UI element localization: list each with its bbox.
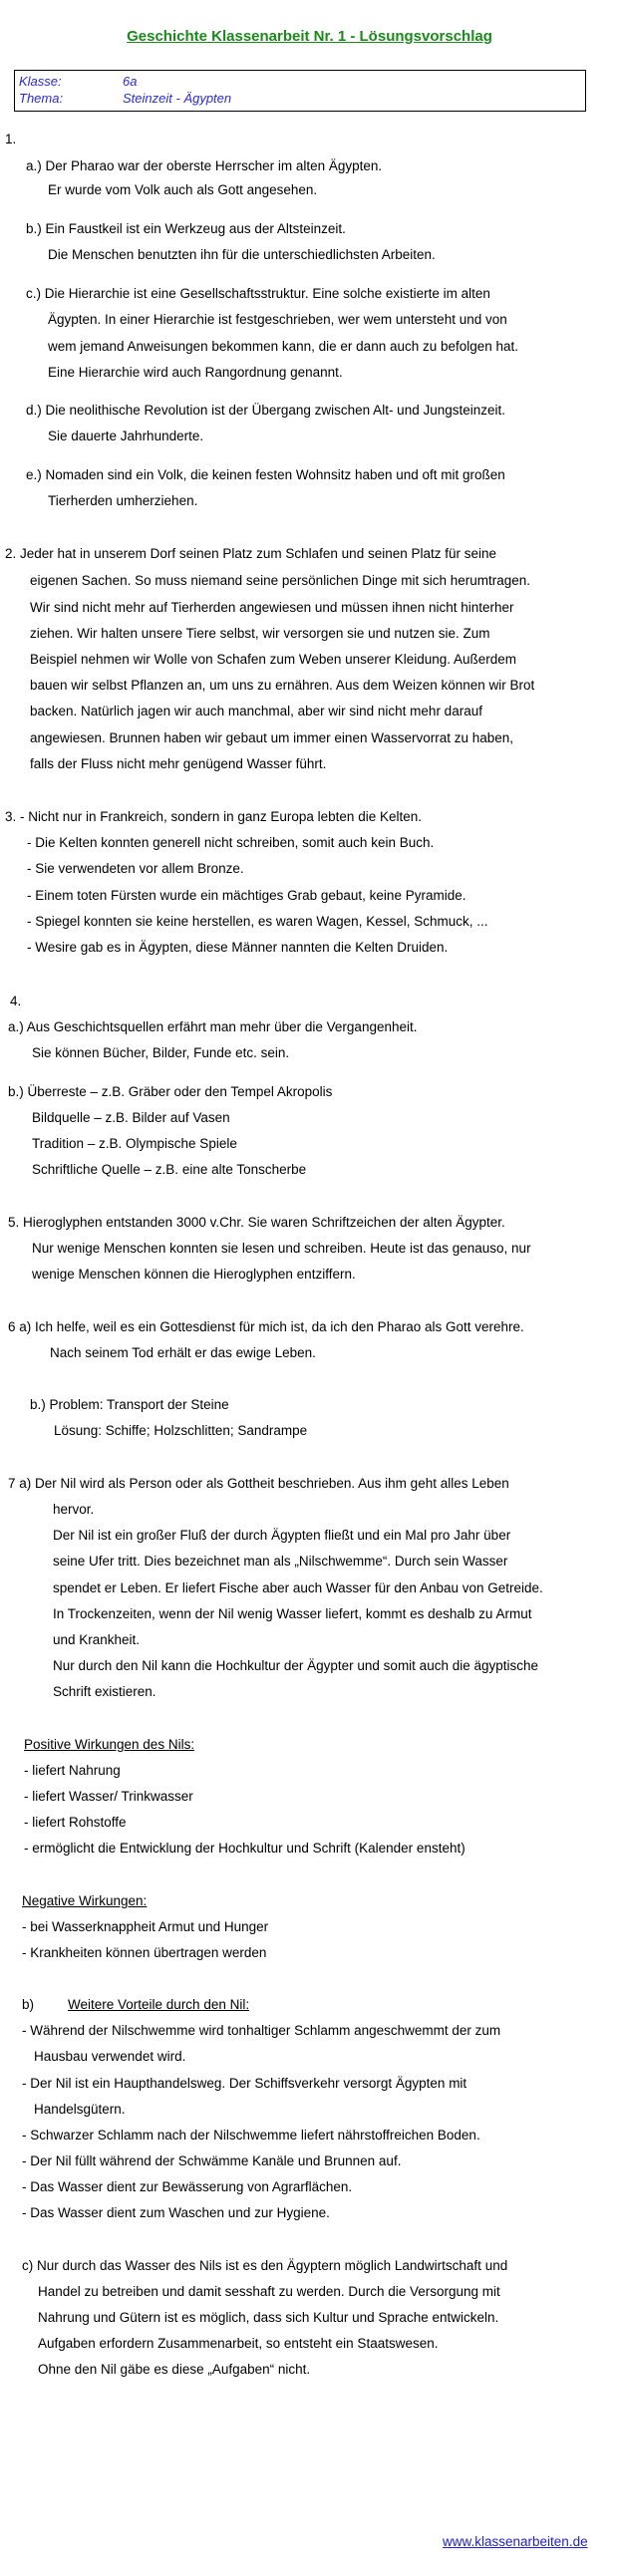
answer-line: Ohne den Nil gäbe es diese „Aufgaben“ nicht. (38, 2362, 311, 2377)
answer-line: - Sie verwendeten vor allem Bronze. (27, 861, 244, 876)
answer-line: - Die Kelten konnten generell nicht schreiben, somit auch kein Buch. (27, 835, 435, 850)
answer-line: 3. - Nicht nur in Frankreich, sondern in ganz Europa lebten die Kelten. (5, 809, 422, 824)
list-item: - Das Wasser dient zum Waschen und zur Hygiene. (22, 2205, 330, 2220)
answer-line: Der Nil ist ein großer Fluß der durch Ägypten fließt und ein Mal pro Jahr über (53, 1528, 511, 1543)
answer-line: Nahrung und Gütern ist es möglich, dass sich Kultur und Sprache entwickeln. (38, 2310, 499, 2325)
list-item-cont: Hausbau verwendet wird. (34, 2049, 186, 2064)
answer-line: angewiesen. Brunnen haben wir gebaut um immer einen Wasservorrat zu haben, (30, 730, 514, 745)
answer-line: 5. Hieroglyphen entstanden 3000 v.Chr. Sie waren Schriftzeichen der alten Ägypter. (8, 1215, 505, 1230)
answer-line: Handel zu betreiben und damit sesshaft zu werden. Durch die Versorgung mit (38, 2284, 500, 2299)
answer-line: Nur durch den Nil kann die Hochkultur der Ägypter und somit auch die ägyptische (53, 1658, 539, 1673)
answer-line: 7 a) Der Nil wird als Person oder als Gottheit beschrieben. Aus ihm geht alles Leben (8, 1476, 509, 1491)
answer-line: Tierherden umherziehen. (48, 493, 198, 508)
answer-line: Tradition – z.B. Olympische Spiele (32, 1136, 237, 1151)
answer-line: a.) Der Pharao war der oberste Herrscher im alten Ägypten. (26, 158, 383, 173)
list-item: - liefert Rohstoffe (24, 1815, 127, 1830)
more-benefits-heading: Weitere Vorteile durch den Nil: (68, 1997, 250, 2012)
answer-line: 2. Jeder hat in unserem Dorf seinen Platz zum Schlafen und seinen Platz für seine (5, 546, 497, 561)
class-value: 6a (123, 74, 138, 89)
answer-line: spendet er Leben. Er liefert Fische aber auch Wasser für den Anbau von Getreide. (53, 1580, 543, 1595)
positive-effects-heading: Positive Wirkungen des Nils: (24, 1737, 195, 1752)
class-label: Klasse: (19, 74, 62, 89)
info-class-row (19, 74, 138, 89)
answer-line: wem jemand Anweisungen bekommen kann, die er dann auch zu befolgen hat. (48, 339, 519, 354)
answer-line: falls der Fluss nicht mehr genügend Wasser führt. (30, 756, 327, 771)
negative-effects-heading: Negative Wirkungen: (22, 1893, 148, 1908)
answer-line: backen. Natürlich jagen wir auch manchmal, aber wir sind nicht mehr darauf (30, 704, 482, 718)
footer-website-link[interactable]: www.klassenarbeiten.de (443, 2534, 588, 2549)
answer-line: ziehen. Wir halten unsere Tiere selbst, wir versorgen sie und nutzen sie. Zum (30, 626, 490, 641)
info-topic-row (19, 91, 232, 106)
answer-line: b.) Problem: Transport der Steine (30, 1397, 229, 1412)
list-item: - Der Nil füllt während der Schwämme Kanäle und Brunnen auf. (22, 2153, 402, 2168)
answer-line: Schriftliche Quelle – z.B. eine alte Tonscherbe (32, 1162, 307, 1177)
answer-line: Eine Hierarchie wird auch Rangordnung genannt. (48, 365, 343, 380)
answer-line: e.) Nomaden sind ein Volk, die keinen festen Wohnsitz haben und oft mit großen (26, 467, 505, 482)
answer-line: c.) Die Hierarchie ist eine Gesellschaftsstruktur. Eine solche existierte im alten (26, 286, 490, 301)
answer-line: Ägypten. In einer Hierarchie ist festgeschrieben, wer wem untersteht und von (48, 312, 507, 327)
section-4-number: 4. (10, 994, 22, 1008)
answer-line: c) Nur durch das Wasser des Nils ist es den Ägyptern möglich Landwirtschaft und (22, 2258, 508, 2273)
list-item: - Krankheiten können übertragen werden (22, 1945, 267, 1960)
part-b-label: b) (22, 1997, 35, 2012)
answer-line: Die Menschen benutzten ihn für die unterschiedlichsten Arbeiten. (48, 247, 436, 262)
answer-line: wenige Menschen können die Hieroglyphen entziffern. (32, 1267, 356, 1282)
answer-line: eigenen Sachen. So muss niemand seine persönlichen Dinge mit sich herumtragen. (30, 573, 531, 588)
topic-label: Thema: (19, 91, 64, 106)
list-item: - Während der Nilschwemme wird tonhaltiger Schlamm angeschwemmt der zum (22, 2023, 501, 2038)
list-item: - liefert Nahrung (24, 1763, 121, 1778)
answer-line: seine Ufer tritt. Dies bezeichnet man als „Nilschwemme“. Durch sein Wasser (53, 1554, 508, 1569)
answer-line: Nur wenige Menschen konnten sie lesen und schreiben. Heute ist das genauso, nur (32, 1241, 531, 1256)
answer-line: d.) Die neolithische Revolution ist der Übergang zwischen Alt- und Jungsteinzeit. (26, 403, 506, 418)
info-box (14, 70, 586, 112)
answer-line: 6 a) Ich helfe, weil es ein Gottesdienst für mich ist, da ich den Pharao als Gott verehre. (8, 1319, 524, 1334)
list-item: - liefert Wasser/ Trinkwasser (24, 1789, 193, 1804)
list-item: - bei Wasserknappheit Armut und Hunger (22, 1919, 269, 1934)
answer-line: hervor. (53, 1502, 95, 1517)
answer-line: Beispiel nehmen wir Wolle von Schafen zum Weben unserer Kleidung. Außerdem (30, 652, 517, 667)
list-item: - ermöglicht die Entwicklung der Hochkultur und Schrift (Kalender ensteht) (24, 1841, 465, 1856)
answer-line: - Einem toten Fürsten wurde ein mächtiges Grab gebaut, keine Pyramide. (27, 888, 466, 903)
list-item: - Schwarzer Schlamm nach der Nilschwemme liefert nährstoffreichen Boden. (22, 2128, 480, 2143)
answer-line: und Krankheit. (53, 1632, 141, 1647)
section-1-number: 1. (5, 132, 17, 146)
answer-line: Lösung: Schiffe; Holzschlitten; Sandrampe (54, 1423, 308, 1438)
page-title: Geschichte Klassenarbeit Nr. 1 - Lösungsvorschlag (127, 28, 492, 45)
list-item-cont: Handelsgütern. (34, 2102, 126, 2117)
answer-line: Schrift existieren. (53, 1684, 156, 1699)
answer-line: - Wesire gab es in Ägypten, diese Männer nannten die Kelten Druiden. (27, 940, 449, 955)
topic-value: Steinzeit - Ägypten (123, 91, 232, 106)
answer-line: Nach seinem Tod erhält er das ewige Leben. (50, 1345, 316, 1360)
list-item: - Das Wasser dient zur Bewässerung von Agrarflächen. (22, 2179, 353, 2194)
answer-line: Wir sind nicht mehr auf Tierherden angewiesen und müssen ihnen nicht hinterher (30, 600, 514, 615)
answer-line: Er wurde vom Volk auch als Gott angesehen. (48, 182, 318, 197)
answer-line: bauen wir selbst Pflanzen an, um uns zu ernähren. Aus dem Weizen können wir Brot (30, 678, 535, 693)
answer-line: b.) Überreste – z.B. Gräber oder den Tempel Akropolis (8, 1084, 333, 1099)
answer-line: Sie dauerte Jahrhunderte. (48, 429, 204, 443)
answer-line: In Trockenzeiten, wenn der Nil wenig Wasser liefert, kommt es deshalb zu Armut (53, 1606, 532, 1621)
answer-line: Aufgaben erfordern Zusammenarbeit, so entsteht ein Staatswesen. (38, 2336, 439, 2351)
answer-line: b.) Ein Faustkeil ist ein Werkzeug aus der Altsteinzeit. (26, 221, 346, 236)
answer-line: - Spiegel konnten sie keine herstellen, es waren Wagen, Kessel, Schmuck, ... (27, 914, 488, 929)
answer-line: a.) Aus Geschichtsquellen erfährt man mehr über die Vergangenheit. (8, 1019, 418, 1034)
answer-line: Sie können Bücher, Bilder, Funde etc. sein. (32, 1045, 290, 1060)
answer-line: Bildquelle – z.B. Bilder auf Vasen (32, 1110, 230, 1125)
list-item: - Der Nil ist ein Haupthandelsweg. Der Schiffsverkehr versorgt Ägypten mit (22, 2076, 467, 2091)
